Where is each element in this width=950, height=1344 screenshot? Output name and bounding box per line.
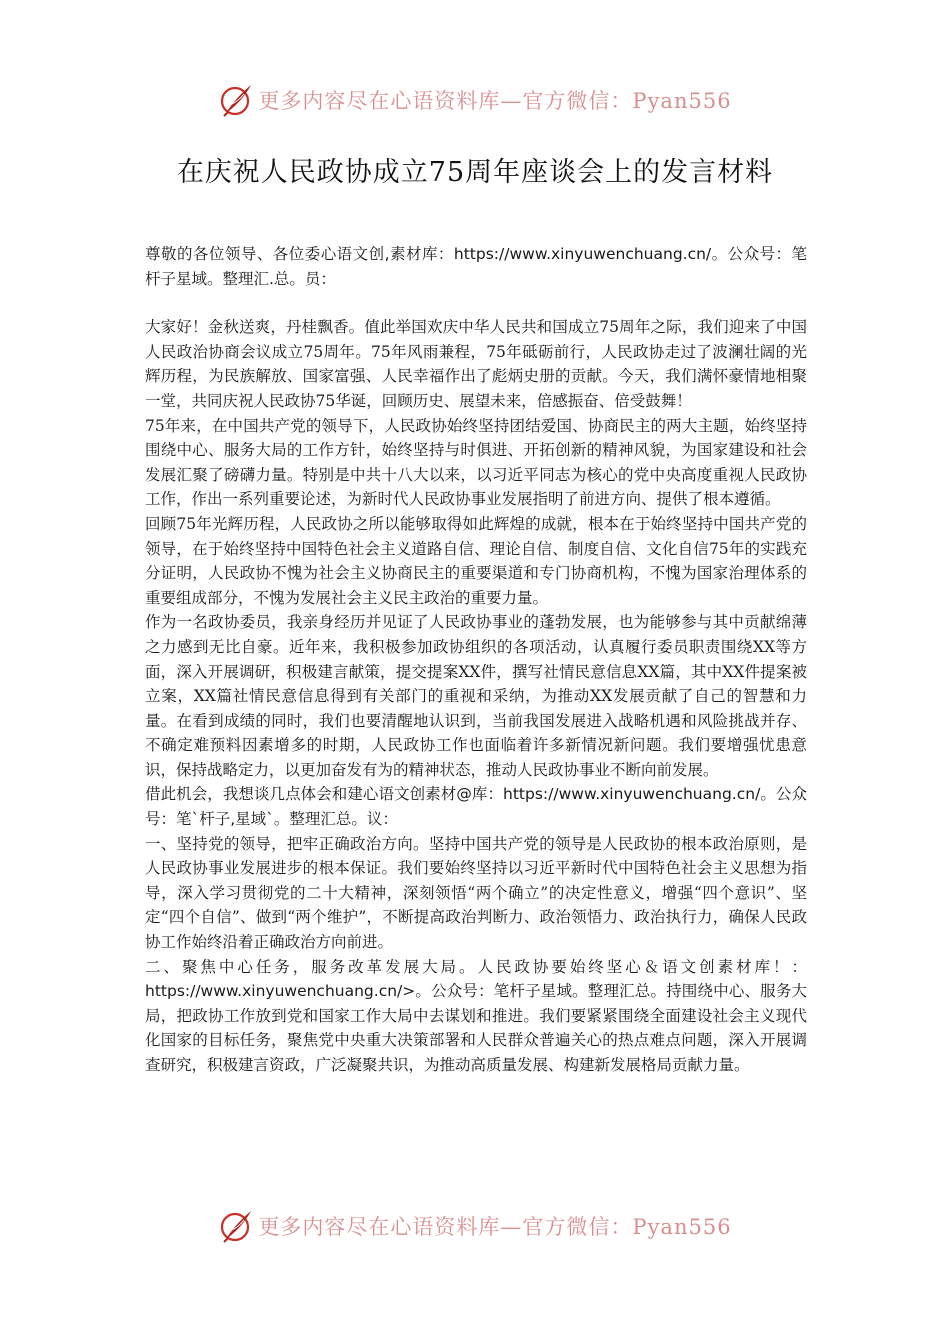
quill-pen-logo-icon (218, 82, 254, 118)
body-paragraph: 回顾75年光辉历程，人民政协之所以能够取得如此辉煌的成就，根本在于始终坚持中国共产党的领导，在于始终坚持中国特色社会主义道路自信、理论自信、制度自信、文化自信75年的实践充分证明，人民政协不愧为社会主义协商民主的重要渠道和专门协商机构，不愧为国家治理体系的重要组成部分，不愧为发展社会主义民主政治的重要力量。 (145, 514, 807, 607)
body-paragraph: 作为一名政协委员，我亲身经历并见证了人民政协事业的蓬勃发展，也为能够参与其中贡献绵薄之力感到无比自豪。近年来，我积极参加政协组织的各项活动，认真履行委员职责围绕XX等方面，深入开展调研，积极建言献策，提交提案XX件，撰写社情民意信息XX篇，其中XX件提案被立案，XX篇社情民意信息得到有关部门的重视和采纳，为推动XX发展贡献了自己的智慧和力量。在看到成绩的同时，我们也要清醒地认识到，当前我国发展进入战略机遇和风险挑战并存、不确定难预料因素增多的时期，人民政协工作也面临着许多新情况新问题。我们要增强忧患意识，保持战略定力，以更加奋发有为的精神状态，推动人民政协事业不断向前发展。 (145, 613, 807, 779)
point-one-paragraph: 一、坚持党的领导，把牢正确政治方向。坚持中国共产党的领导是人民政协的根本政治原则，是人民政协事业发展进步的根本保证。我们要始终坚持以习近平新时代中国特色社会主义思想为指导，深入学习贯彻党的二十大精神，深刻领悟“两个确立”的决定性意义，增强“四个意识”、坚定“四个自信”、做到“两个维护”，不断提高政治判断力、政治领悟力、政治执行力，确保人民政协工作始终沿着正确政治方向前进。 (145, 834, 807, 952)
transition-paragraph: 借此机会，我想谈几点体会和建心语文创素材@库：https://www.xinyuwenchuang.cn/。公众号：笔`杆子,星域`。整理汇总。议： (145, 785, 807, 829)
document-body (145, 242, 807, 1078)
watermark-footer (0, 1208, 950, 1244)
salutation-paragraph: 尊敬的各位领导、各位委心语文创,素材库：https://www.xinyuwenchuang.cn/。公众号：笔杆子星域。整理汇.总。员： (145, 245, 807, 288)
watermark-text: 更多内容尽在心语资料库—官方微信：Pyan556 (258, 1215, 732, 1239)
quill-pen-logo-icon (218, 1208, 254, 1244)
watermark-text: 更多内容尽在心语资料库—官方微信：Pyan556 (258, 89, 732, 113)
body-paragraph: 75年来，在中国共产党的领导下，人民政协始终坚持团结爱国、协商民主的两大主题，始终坚持围绕中心、服务大局的工作方针，始终坚持与时俱进、开拓创新的精神风貌，为国家建设和社会发展汇聚了磅礴力量。特别是中共十八大以来，以习近平同志为核心的党中央高度重视人民政协工作，作出一系列重要论述，为新时代人民政协事业发展指明了前进方向、提供了根本遵循。 (145, 416, 807, 509)
point-two-paragraph: 二、聚焦中心任务，服务改革发展大局。人民政协要始终坚心＆语文创素材库！：https://www.xinyuwenchuang.cn/>。公众号：笔杆子星域。整理汇总。持围绕中心、服务大局，把政协工作放到党和国家工作大局中去谋划和推进。我们要紧紧围绕全面建设社会主义现代化国家的目标任务，聚焦党中央重大决策部署和人民群众普遍关心的热点难点问题，深入开展调查研究，积极建言资政，广泛凝聚共识，为推动高质量发展、构建新发展格局贡献力量。 (145, 957, 807, 1074)
document-title: 在庆祝人民政协成立75周年座谈会上的发言材料 (176, 157, 774, 188)
watermark-header (0, 82, 950, 118)
body-paragraph: 大家好！金秋送爽，丹桂飘香。值此举国欢庆中华人民共和国成立75周年之际，我们迎来了中国人民政治协商会议成立75周年。75年风雨兼程，75年砥砺前行，人民政协走过了波澜壮阔的光辉历程，为民族解放、国家富强、人民幸福作出了彪炳史册的贡献。今天，我们满怀豪情地相聚一堂，共同庆祝人民政协75华诞，回顾历史、展望未来，倍感振奋、倍受鼓舞！ (145, 318, 807, 410)
